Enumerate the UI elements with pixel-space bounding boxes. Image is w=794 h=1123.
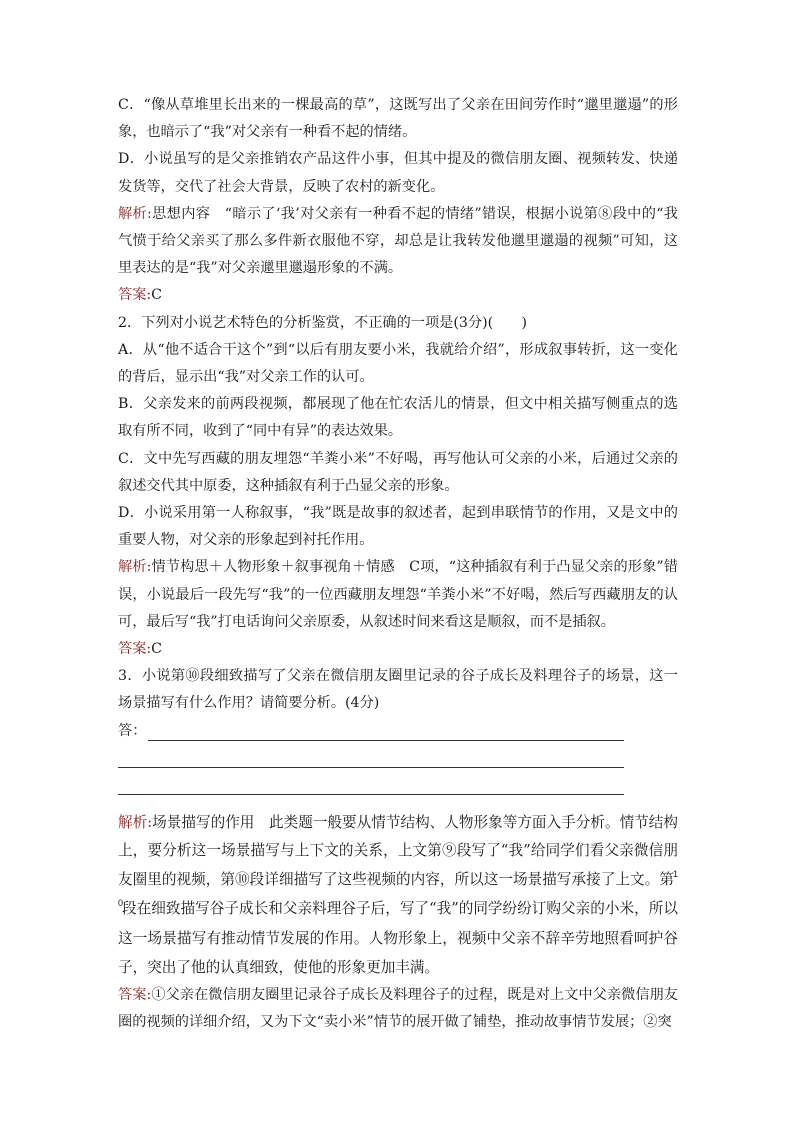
answer-label: 答案: (118, 641, 152, 658)
q3-answer (118, 982, 678, 1036)
q3-analysis-text-2: 段在细致描写谷子成长和父亲料理谷子后，写了“我”的同学纷纷订购父亲的小米，所以这一场景描写有推动情节发展的作用。人物形象上，视频中父亲不辞辛劳地照看呵护谷子，突出了他的认真细致，使他的形象更加丰满。 (118, 900, 678, 976)
q2-stem: 2．下列对小说艺术特色的分析鉴赏，不正确的一项是(3分)( ) (118, 314, 528, 331)
answer-label: 答案: (118, 287, 152, 304)
answer-blank-row-2[interactable] (118, 745, 678, 772)
q3-analysis-text-1: 场景描写的作用 此类题一般要从情节结构、人物形象等方面入手分析。情节结构上，要分析这一场景描写与上下文的关系，上文第⑨段写了“我”给同学们看父亲微信朋友圈里的视频，第⑩段详细描写了这些视频的内容，所以这一场景描写承接了上文。第 (118, 813, 678, 888)
document-page (118, 92, 678, 1037)
q2-answer (118, 636, 678, 663)
q1-option-c: C．“像从草堆里长出来的一棵最高的草”，这既写出了父亲在田间劳作时“邋里邋遢”的形象，也暗示了“我”对父亲有一种看不起的情绪。 (118, 97, 678, 141)
answer-blank-row-3[interactable] (118, 772, 678, 799)
q1-answer (118, 282, 678, 309)
q3-stem: 3．小说第⑩段细致描写了父亲在微信朋友圈里记录的谷子成长及料理谷子的场景，这一场景描写有什么作用？请简要分析。(4分) (118, 668, 678, 712)
answer-blank-line (118, 767, 624, 768)
q1-answer-text: C (151, 287, 163, 304)
answer-blank-line (148, 740, 624, 741)
q2-option-a: A．从“他不适合干这个”到“以后有朋友要小米，我就给介绍”，形成叙事转折，这一变化的背后，显示出“我”对父亲工作的认可。 (118, 341, 678, 386)
paragraph-number-10: 10 (118, 868, 678, 909)
analysis-label: 解析: (118, 813, 153, 831)
answer-prompt: 答： (118, 722, 147, 739)
q2-answer-text: C (151, 641, 163, 658)
q2-option-c: C．文中先写西藏的朋友埋怨“羊粪小米”不好喝，再写他认可父亲的小米，后通过父亲的叙述交代其中原委，这种插叙有利于凸显父亲的形象。 (118, 450, 678, 494)
q2-option-d: D．小说采用第一人称叙事，“我”既是故事的叙述者，起到串联情节的作用，又是文中的重要人物，对父亲的形象起到衬托作用。 (118, 505, 678, 549)
analysis-label: 解析: (118, 559, 152, 576)
q3-analysis (118, 809, 678, 983)
answer-blank-line (118, 794, 624, 795)
q2-option-b: B．父亲发来的前两段视频，都展现了他在忙农活儿的情景，但文中相关描写侧重点的选取有所不同，收到了“同中有异”的表达效果。 (118, 396, 678, 440)
q1-option-d: D．小说虽写的是父亲推销农产品这件小事，但其中提及的微信朋友圈、视频转发、快递发货等，交代了社会大背景，反映了农村的新变化。 (118, 151, 678, 195)
q1-analysis (118, 201, 678, 283)
q2-analysis-text: 情节构思＋人物形象＋叙事视角＋情感 C项，“这种插叙有利于凸显父亲的形象”错误，小说最后一段先写“我”的一位西藏朋友埋怨“羊粪小米”不好喝，然后写西藏朋友的认可，最后写“我”打电话询问父亲原委，从叙述时间来看这是顺叙，而不是插叙。 (118, 559, 678, 630)
answer-label: 答案: (118, 987, 152, 1004)
analysis-label: 解析: (118, 205, 152, 222)
q3-answer-text: ①父亲在微信朋友圈里记录谷子成长及料理谷子的过程，既是对上文中父亲微信朋友圈的视频的详细介绍，又为下文“卖小米”情节的展开做了铺垫，推动故事情节发展；②突 (118, 987, 678, 1031)
q1-analysis-text: 思想内容 “暗示了‘我’对父亲有一种看不起的情绪”错误，根据小说第⑧段中的“我气愤于给父亲买了那么多件新衣服他不穿，却总是让我转发他邋里邋遢的视频”可知，这里表达的是“我”对父亲邋里邋遢形象的不满。 (118, 205, 678, 277)
q2-analysis (118, 554, 678, 636)
answer-blank-row-1[interactable] (118, 718, 678, 745)
